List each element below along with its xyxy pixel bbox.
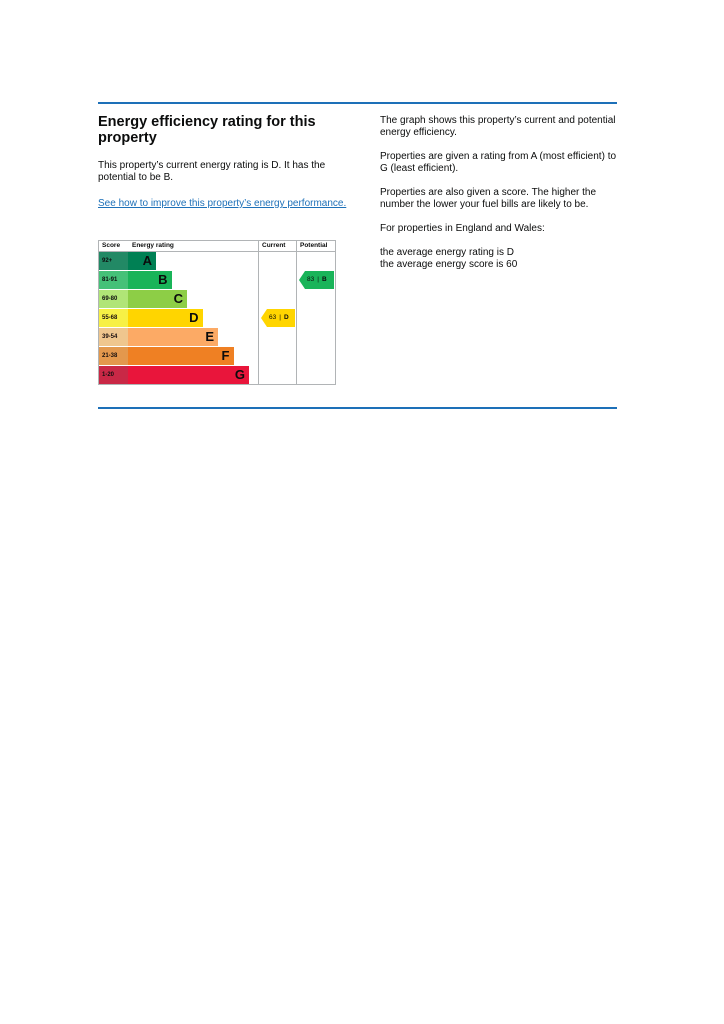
potential-rating-arrow-score: 83 (307, 276, 315, 283)
energy-rating-header: Energy rating (132, 242, 174, 249)
score-header: Score (102, 242, 121, 249)
band-score-g: 1-20 (99, 366, 128, 384)
bottom-rule (98, 407, 617, 409)
band-letter-a: A (142, 253, 152, 268)
band-letter-d: D (189, 310, 199, 325)
page-title: Energy efficiency rating for this property (98, 114, 316, 146)
current-rating-arrow-band: D (283, 314, 289, 321)
band-score-b: 81-91 (99, 271, 128, 289)
band-bar-f (128, 347, 234, 365)
energy-rating-chart (98, 240, 336, 385)
improve-performance-link[interactable]: See how to improve this property’s energy performance. (98, 198, 347, 209)
band-score-e: 39-54 (99, 328, 128, 346)
potential-rating-arrow-band: B (321, 276, 327, 283)
current-rating-arrow (261, 309, 295, 327)
band-letter-f: F (221, 348, 230, 363)
potential-column-divider (296, 241, 297, 384)
band-letter-b: B (158, 272, 168, 287)
band-score-a: 92+ (99, 252, 128, 270)
region-text: For properties in England and Wales: (380, 223, 545, 234)
current-rating-text: This property’s current energy rating is D. It has the potential to be B. (98, 160, 326, 183)
current-rating-arrow-score: 63 (269, 314, 277, 321)
top-rule (98, 102, 617, 104)
band-bar-d (128, 309, 203, 327)
band-bar-e (128, 328, 218, 346)
current-rating-arrow-separator: | (279, 314, 281, 321)
current-header: Current (262, 242, 286, 249)
band-bar-c (128, 290, 187, 308)
average-score-text: the average energy score is 60 (380, 259, 518, 270)
score-explanation: Properties are also given a score. The higher the number the lower your fuel bills are likely to be. (380, 187, 597, 210)
potential-rating-arrow (299, 271, 334, 289)
left-column (98, 114, 348, 210)
band-letter-g: G (234, 367, 245, 382)
band-score-f: 21-38 (99, 347, 128, 365)
band-bar-a (128, 252, 156, 270)
band-score-c: 69-80 (99, 290, 128, 308)
potential-header: Potential (300, 242, 328, 249)
band-score-d: 55-68 (99, 309, 128, 327)
right-column (380, 115, 620, 271)
band-letter-c: C (173, 291, 183, 306)
rating-explanation: Properties are given a rating from A (most efficient) to G (least efficient). (380, 151, 617, 174)
graph-explanation: The graph shows this property’s current and potential energy efficiency. (380, 115, 616, 138)
potential-rating-arrow-separator: | (317, 276, 319, 283)
band-letter-e: E (205, 329, 214, 344)
band-bar-g (128, 366, 249, 384)
current-column-divider (258, 241, 259, 384)
band-bar-b (128, 271, 172, 289)
average-rating-text: the average energy rating is D (380, 247, 514, 258)
